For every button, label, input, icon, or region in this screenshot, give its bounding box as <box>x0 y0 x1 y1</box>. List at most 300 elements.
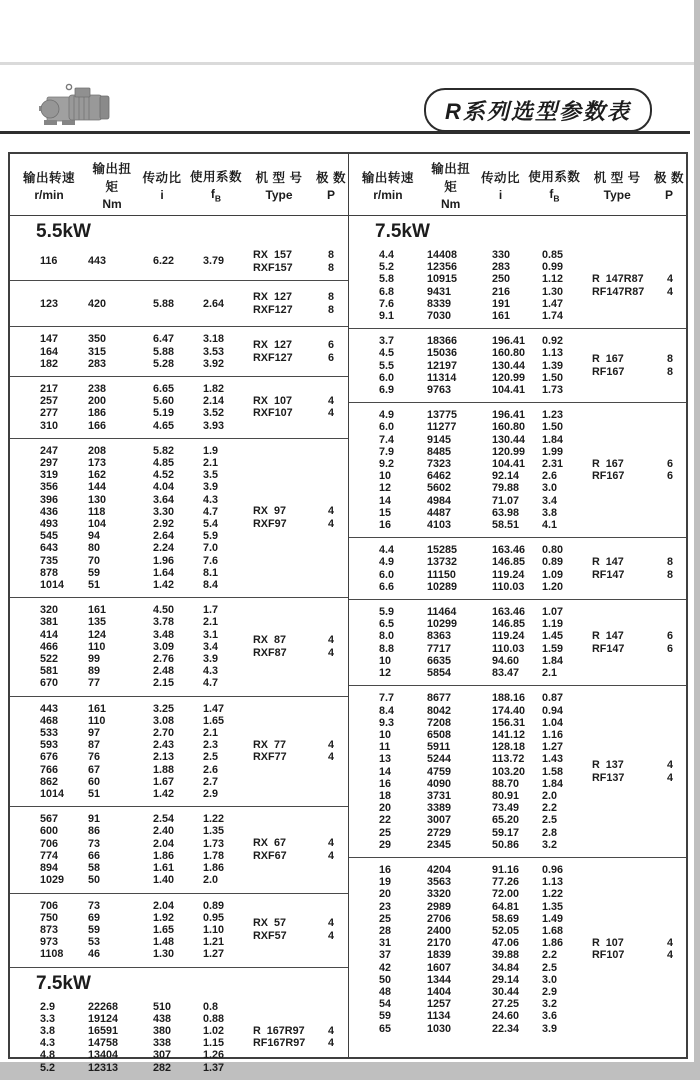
cell-ratio: 146.85 <box>492 556 526 569</box>
cell-service-factor: 3.0 <box>542 973 558 986</box>
cell-output-torque: 6462 <box>427 470 452 483</box>
cell-output-speed: 396 <box>40 493 59 506</box>
table-row <box>10 298 244 310</box>
cell-ratio: 191 <box>492 297 511 310</box>
cell-service-factor: 1.74 <box>542 310 564 323</box>
cell-output-speed: 6.8 <box>379 285 395 298</box>
table-row <box>10 900 244 912</box>
cell-service-factor: 0.8 <box>203 1000 219 1013</box>
cell-ratio: 58.51 <box>492 519 520 532</box>
cell-ratio: 1.40 <box>153 874 175 887</box>
cell-output-torque: 2170 <box>427 937 452 950</box>
cell-output-torque: 13404 <box>88 1049 119 1062</box>
cell-service-factor: 2.3 <box>203 739 219 752</box>
cell-output-torque: 124 <box>88 628 107 641</box>
cell-service-factor: 3.9 <box>542 1022 558 1035</box>
cell-output-speed: 5.5 <box>379 359 395 372</box>
cell-service-factor: 0.99 <box>542 261 564 274</box>
cell-output-torque: 1134 <box>427 1010 451 1023</box>
cell-output-speed: 16 <box>379 777 392 790</box>
cell-model-type: RX 97 <box>253 505 287 518</box>
cell-ratio: 59.17 <box>492 826 520 839</box>
cell-output-torque: 6635 <box>427 654 452 667</box>
cell-ratio: 1.42 <box>153 788 175 801</box>
cell-pole-count: 4 <box>666 759 673 772</box>
cell-service-factor: 1.99 <box>542 445 564 458</box>
column-header-subscript: B <box>214 193 222 204</box>
cell-output-torque: 14408 <box>427 249 458 261</box>
cell-output-speed: 414 <box>40 628 59 641</box>
cell-output-speed: 735 <box>40 554 59 567</box>
table-row <box>349 741 583 753</box>
cell-ratio: 52.05 <box>492 924 520 937</box>
cell-model-type: R 107 <box>592 936 624 949</box>
cell-ratio: 22.34 <box>492 1022 520 1035</box>
numeric-rows <box>10 445 244 591</box>
cell-service-factor: 2.1 <box>542 667 558 680</box>
cell-pole-count: 4 <box>327 738 334 751</box>
cell-service-factor: 1.84 <box>542 777 564 790</box>
ratio-group <box>349 538 686 600</box>
cell-output-speed: 10 <box>379 470 392 483</box>
table-row <box>349 421 583 433</box>
cell-service-factor: 2.1 <box>203 727 219 740</box>
cell-output-torque: 12197 <box>427 359 458 372</box>
table-row <box>349 298 583 310</box>
cell-pole-count: 6 <box>666 470 673 483</box>
cell-pole-count: 4 <box>327 1037 334 1050</box>
cell-output-torque: 3389 <box>427 802 452 815</box>
cell-ratio: 188.16 <box>492 692 526 705</box>
table-row <box>349 470 583 482</box>
cell-model-type: RXF87 <box>253 646 287 659</box>
column-header-en: P <box>326 188 335 202</box>
table-row <box>10 739 244 751</box>
cell-ratio: 2.54 <box>153 813 175 826</box>
cell-ratio: 3.78 <box>153 616 175 629</box>
cell-output-torque: 5911 <box>427 741 451 754</box>
cell-service-factor: 0.87 <box>542 692 564 705</box>
cell-output-torque: 51 <box>88 788 101 801</box>
column-header <box>475 168 527 202</box>
cell-service-factor: 1.82 <box>203 382 225 395</box>
cell-output-torque: 4103 <box>427 519 452 532</box>
table-row <box>349 409 583 421</box>
cell-output-torque: 51 <box>88 579 101 592</box>
cell-output-speed: 310 <box>40 419 59 432</box>
cell-output-torque: 200 <box>88 395 107 408</box>
cell-ratio: 64.81 <box>492 900 520 913</box>
table-row <box>349 888 583 900</box>
cell-service-factor: 3.52 <box>203 407 225 420</box>
table-row <box>10 255 244 267</box>
cell-ratio: 1.61 <box>153 862 175 875</box>
cell-output-speed: 54 <box>379 998 392 1011</box>
table-row <box>10 629 244 641</box>
cell-service-factor: 1.86 <box>203 862 225 875</box>
table-row <box>349 556 583 568</box>
cell-service-factor: 2.5 <box>542 961 558 974</box>
cell-output-torque: 9431 <box>427 285 452 298</box>
type-pole-block <box>583 630 687 655</box>
type-pole-block <box>583 556 687 581</box>
table-row <box>10 653 244 665</box>
table-row <box>10 874 244 886</box>
cell-service-factor: 1.47 <box>542 297 564 310</box>
cell-ratio: 104.41 <box>492 458 526 471</box>
cell-output-torque: 76 <box>88 751 101 764</box>
cell-pole-count: 8 <box>327 261 334 274</box>
ratio-group <box>349 403 686 538</box>
cell-pole-count: 4 <box>666 273 673 286</box>
cell-service-factor: 1.86 <box>542 937 564 950</box>
cell-model-type: RF137 <box>592 771 625 784</box>
table-row <box>349 273 583 285</box>
table-row <box>349 335 583 347</box>
cell-ratio: 83.47 <box>492 667 520 680</box>
cell-model-type: RXF127 <box>253 303 293 316</box>
cell-service-factor: 8.1 <box>203 566 219 579</box>
cell-output-speed: 12 <box>379 482 392 495</box>
cell-output-speed: 6.5 <box>379 618 395 631</box>
cell-service-factor: 0.80 <box>542 544 564 557</box>
table-row <box>10 862 244 874</box>
type-pole-block <box>583 759 687 784</box>
table-row <box>349 544 583 556</box>
cell-service-factor: 3.4 <box>542 494 558 507</box>
column-header <box>526 167 582 203</box>
cell-model-type: RXF127 <box>253 351 293 364</box>
cell-output-torque: 60 <box>88 775 101 788</box>
cell-output-speed: 320 <box>40 604 59 617</box>
cell-model-type: RF167 <box>592 470 625 483</box>
cell-ratio: 103.20 <box>492 765 526 778</box>
cell-model-type: RXF157 <box>253 261 293 274</box>
cell-output-speed: 147 <box>40 333 59 346</box>
table-row <box>349 360 583 372</box>
table-row <box>349 249 583 261</box>
cell-ratio: 29.14 <box>492 973 520 986</box>
cell-output-speed: 5.2 <box>40 1061 56 1074</box>
type-pole-line <box>244 395 348 408</box>
cell-ratio: 161 <box>492 310 511 323</box>
ratio-group <box>349 686 686 858</box>
cell-model-type: RF147 <box>592 642 625 655</box>
cell-ratio: 282 <box>153 1061 172 1074</box>
cell-ratio: 283 <box>492 261 511 274</box>
cell-ratio: 92.14 <box>492 470 520 483</box>
cell-service-factor: 3.9 <box>203 653 219 666</box>
cell-ratio: 2.24 <box>153 542 175 555</box>
cell-ratio: 1.92 <box>153 911 175 924</box>
column-header <box>136 168 188 202</box>
cell-ratio: 196.41 <box>492 409 526 422</box>
column-header <box>349 168 427 202</box>
table-row <box>10 838 244 850</box>
ratio-group <box>349 329 686 403</box>
cell-pole-count: 8 <box>327 303 334 316</box>
cell-output-speed: 4.5 <box>379 347 395 360</box>
table-row <box>10 1049 244 1061</box>
cell-ratio: 160.80 <box>492 347 526 360</box>
column-header-cn: 输出扭矩 <box>92 162 132 194</box>
cell-service-factor: 1.39 <box>542 359 564 372</box>
cell-service-factor: 3.4 <box>203 640 219 653</box>
cell-ratio: 1.64 <box>153 566 175 579</box>
cell-service-factor: 2.5 <box>203 751 219 764</box>
cell-model-type: R 147R87 <box>592 273 644 286</box>
cell-output-torque: 7323 <box>427 458 452 471</box>
cell-service-factor: 1.12 <box>542 273 564 286</box>
cell-output-speed: 28 <box>379 924 392 937</box>
cell-ratio: 113.72 <box>492 753 525 766</box>
cell-output-speed: 750 <box>40 911 59 924</box>
cell-output-speed: 466 <box>40 640 59 653</box>
cell-service-factor: 1.27 <box>542 741 564 754</box>
cell-service-factor: 1.02 <box>203 1024 225 1037</box>
cell-ratio: 1.30 <box>153 948 175 961</box>
cell-service-factor: 1.9 <box>203 444 219 457</box>
cell-output-speed: 277 <box>40 407 59 420</box>
table-row <box>349 790 583 802</box>
cell-output-speed: 164 <box>40 345 59 358</box>
cell-ratio: 73.49 <box>492 802 520 815</box>
cell-service-factor: 2.6 <box>542 470 558 483</box>
cell-output-torque: 3320 <box>427 888 452 901</box>
type-pole-line <box>583 772 687 785</box>
cell-ratio: 4.50 <box>153 604 175 617</box>
table-row <box>349 569 583 581</box>
table-row <box>10 506 244 518</box>
table-row <box>10 579 244 591</box>
cell-output-torque: 69 <box>88 911 101 924</box>
cell-output-speed: 297 <box>40 457 59 469</box>
cell-output-torque: 4090 <box>427 777 452 790</box>
column-header-en: $f_B$ <box>210 186 222 204</box>
cell-output-torque: 1257 <box>427 998 452 1011</box>
table-row <box>10 825 244 837</box>
cell-output-speed: 22 <box>379 814 392 827</box>
cell-ratio: 307 <box>153 1049 172 1062</box>
numeric-rows <box>10 703 244 801</box>
column-header-cn: 传动比 <box>481 171 521 185</box>
gearmotor-photo <box>38 82 118 132</box>
cell-service-factor: 1.78 <box>203 849 225 862</box>
cell-ratio: 50.86 <box>492 838 520 851</box>
cell-output-speed: 116 <box>40 255 58 268</box>
power-section-label: 7.5kW <box>375 221 430 242</box>
cell-ratio: 438 <box>153 1012 172 1025</box>
cell-output-speed: 436 <box>40 505 59 518</box>
cell-pole-count: 4 <box>666 936 673 949</box>
cell-ratio: 1.67 <box>153 775 175 788</box>
cell-service-factor: 1.30 <box>542 285 564 298</box>
table-row <box>10 1013 244 1025</box>
cell-output-torque: 7030 <box>427 310 452 323</box>
cell-service-factor: 1.68 <box>542 924 564 937</box>
table-row <box>349 729 583 741</box>
cell-output-torque: 135 <box>88 616 107 629</box>
cell-pole-count: 4 <box>327 751 334 764</box>
cell-service-factor: 2.8 <box>542 826 558 839</box>
table-row <box>349 839 583 851</box>
cell-service-factor: 4.7 <box>203 677 219 690</box>
cell-output-torque: 11464 <box>427 606 457 619</box>
table-row <box>349 434 583 446</box>
column-header-en: i <box>160 188 164 202</box>
cell-ratio: 160.80 <box>492 421 526 434</box>
type-pole-line <box>244 751 348 764</box>
cell-ratio: 216 <box>492 285 511 298</box>
cell-output-torque: 161 <box>88 702 107 715</box>
cell-output-torque: 1030 <box>427 1022 452 1035</box>
table-row <box>349 864 583 876</box>
cell-output-torque: 97 <box>88 727 101 740</box>
table-row <box>10 555 244 567</box>
table-row <box>10 469 244 481</box>
ratio-group <box>10 327 348 377</box>
cell-output-speed: 706 <box>40 837 59 850</box>
table-row <box>349 827 583 839</box>
cell-ratio: 3.48 <box>153 628 175 641</box>
table-row <box>10 445 244 457</box>
cell-service-factor: 2.2 <box>542 802 558 815</box>
cell-pole-count: 4 <box>327 646 334 659</box>
cell-service-factor: 1.19 <box>542 618 564 631</box>
type-pole-line <box>244 1037 348 1050</box>
table-row <box>10 912 244 924</box>
cell-service-factor: 1.04 <box>542 716 564 729</box>
cell-output-speed: 6.0 <box>379 568 395 581</box>
ratio-group <box>10 697 348 808</box>
cell-output-torque: 70 <box>88 554 101 567</box>
type-pole-block <box>244 1025 348 1050</box>
cell-output-speed: 894 <box>40 862 59 875</box>
cell-service-factor: 1.22 <box>203 813 225 826</box>
column-header <box>427 159 475 211</box>
cell-pole-count: 4 <box>327 518 334 531</box>
cell-output-torque: 8042 <box>427 704 452 717</box>
table-row <box>349 962 583 974</box>
cell-service-factor: 1.58 <box>542 765 564 778</box>
type-pole-line <box>244 850 348 863</box>
table-row <box>10 727 244 739</box>
ratio-group <box>349 858 686 1041</box>
cell-service-factor: 2.1 <box>203 616 219 629</box>
cell-output-torque: 11277 <box>427 421 457 434</box>
cell-ratio: 4.85 <box>153 457 175 469</box>
column-header-en: r/min <box>373 188 403 202</box>
table-row <box>349 925 583 937</box>
numeric-rows <box>349 692 583 851</box>
cell-output-speed: 356 <box>40 481 59 494</box>
table-row <box>349 753 583 765</box>
cell-ratio: 120.99 <box>492 445 526 458</box>
cell-model-type: RXF77 <box>253 751 287 764</box>
cell-ratio: 146.85 <box>492 618 526 631</box>
cell-output-torque: 5244 <box>427 753 452 766</box>
cell-ratio: 2.76 <box>153 653 175 666</box>
type-pole-block <box>583 353 687 378</box>
cell-output-torque: 8339 <box>427 297 452 310</box>
type-pole-block <box>244 739 348 764</box>
cell-pole-count: 6 <box>666 642 673 655</box>
column-header <box>582 168 652 202</box>
cell-service-factor: 2.1 <box>203 457 219 469</box>
cell-service-factor: 4.3 <box>203 493 219 506</box>
cell-service-factor: 7.6 <box>203 554 219 567</box>
type-pole-line <box>244 352 348 365</box>
table-row <box>349 384 583 396</box>
cell-service-factor: 1.07 <box>542 606 564 619</box>
cell-output-speed: 6.0 <box>379 421 395 434</box>
table-row <box>349 778 583 790</box>
cell-output-speed: 1108 <box>40 948 64 961</box>
cell-service-factor: 1.13 <box>542 347 564 360</box>
type-pole-line <box>244 837 348 850</box>
cell-ratio: 6.65 <box>153 382 175 395</box>
cell-service-factor: 1.73 <box>203 837 225 850</box>
cell-service-factor: 1.21 <box>203 936 225 949</box>
column-header-cn: 输出转速 <box>22 171 75 185</box>
cell-ratio: 5.28 <box>153 357 175 370</box>
cell-ratio: 5.88 <box>153 297 175 310</box>
cell-output-speed: 8.0 <box>379 630 395 643</box>
cell-output-torque: 19124 <box>88 1012 119 1025</box>
cell-output-torque: 5854 <box>427 667 452 680</box>
cell-service-factor: 1.15 <box>203 1037 225 1050</box>
cell-output-speed: 14 <box>379 494 392 507</box>
cell-service-factor: 1.35 <box>203 825 225 838</box>
cell-service-factor: 4.7 <box>203 505 219 518</box>
cell-pole-count: 4 <box>327 837 334 850</box>
cell-ratio: 3.30 <box>153 505 175 518</box>
table-row <box>10 616 244 628</box>
cell-output-speed: 4.8 <box>40 1049 56 1062</box>
column-header-subscript: B <box>553 193 560 204</box>
cell-output-torque: 12356 <box>427 261 458 274</box>
table-row <box>10 924 244 936</box>
cell-service-factor: 1.47 <box>203 702 225 715</box>
cell-service-factor: 0.88 <box>203 1012 225 1025</box>
table-row <box>349 446 583 458</box>
type-pole-line <box>244 930 348 943</box>
cell-output-speed: 8.8 <box>379 642 395 655</box>
cell-ratio: 94.60 <box>492 654 520 667</box>
cell-service-factor: 5.4 <box>203 518 219 531</box>
cell-ratio: 88.70 <box>492 777 520 790</box>
type-pole-block <box>244 339 348 364</box>
numeric-rows <box>349 249 583 322</box>
cell-output-speed: 20 <box>379 802 392 815</box>
cell-ratio: 2.04 <box>153 899 175 912</box>
cell-output-speed: 443 <box>40 702 59 715</box>
cell-model-type: RX 67 <box>253 837 287 850</box>
cell-ratio: 130.44 <box>492 359 526 372</box>
cell-service-factor: 0.95 <box>203 911 225 924</box>
cell-service-factor: 4.1 <box>542 519 558 532</box>
table-row <box>10 542 244 554</box>
cell-model-type: R 167R97 <box>253 1024 305 1037</box>
cell-output-speed: 7.4 <box>379 433 395 446</box>
column-header-en: r/min <box>34 188 64 202</box>
table-row <box>10 1001 244 1013</box>
cell-output-torque: 14758 <box>88 1037 119 1050</box>
numeric-rows <box>10 900 244 961</box>
table-row <box>349 347 583 359</box>
cell-output-speed: 706 <box>40 899 59 912</box>
type-pole-line <box>583 949 687 962</box>
